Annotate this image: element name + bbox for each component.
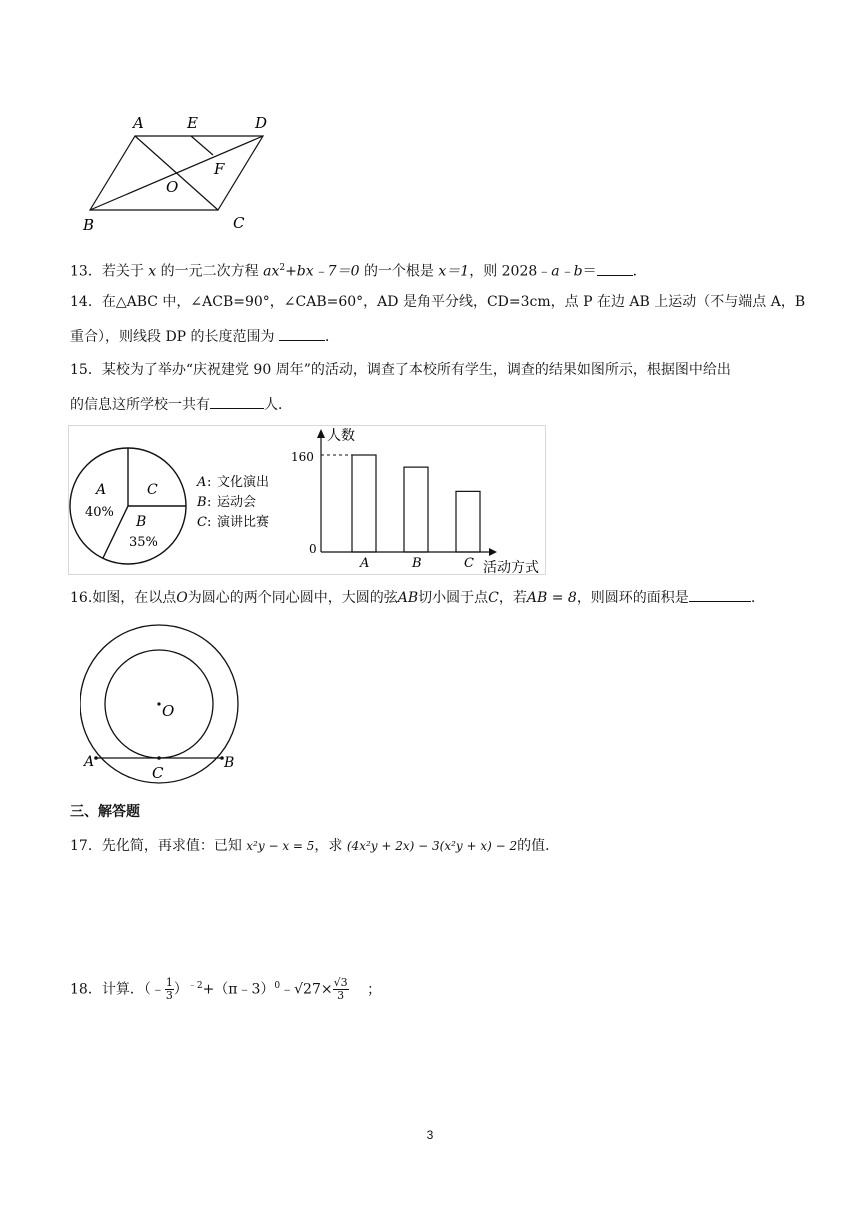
point-label-A: A	[84, 754, 95, 770]
answer-blank	[597, 261, 633, 276]
pie-label-C: C	[147, 482, 158, 498]
svg-text::: :	[207, 495, 212, 510]
label-C: C	[233, 214, 245, 232]
label-O: O	[166, 178, 179, 196]
bar-A	[352, 455, 376, 552]
pie-pct-B: 35%	[129, 535, 158, 550]
pie-pct-A: 40%	[85, 505, 114, 520]
question-13: 13．若关于 x 的一元二次方程 $ax^2+bx﹣7=0$ 的一个根是 x＝1，则 2028﹣a﹣b＝ ．	[70, 258, 647, 282]
x-tick-B: B	[412, 556, 422, 571]
center-label-O: O	[162, 702, 175, 720]
bar-B	[404, 467, 428, 552]
y-tick-0: 0	[309, 542, 317, 556]
point-label-C: C	[152, 764, 164, 782]
x-axis-label: 活动方式	[483, 560, 539, 574]
point-label-B: B	[224, 755, 235, 771]
label-E: E	[187, 114, 198, 132]
y-axis-label: 人数	[327, 428, 355, 444]
fraction-sqrt3-over-3: $\frac{√3}{3}$	[333, 976, 348, 1003]
legend-key-A: A	[197, 475, 207, 490]
pie-legend	[196, 474, 269, 530]
question-16: 16.如图，在以点O为圆心的两个同心圆中，大圆的弦AB切小圆于点C，若AB = 8，则圆环的面积是 .	[70, 587, 755, 608]
x-tick-C: C	[464, 556, 474, 571]
pie-label-B: B	[136, 514, 147, 530]
bar-C	[456, 491, 480, 552]
question-17: 17．先化简，再求值：已知 x²y − x = 5，求 (4x²y + 2x) − 3(x²y + x) − 2的值．	[70, 838, 560, 854]
concentric-circles-figure	[80, 624, 250, 784]
answer-blank	[210, 394, 264, 409]
label-A: A	[133, 114, 144, 132]
answer-blank	[689, 587, 751, 602]
label-D: D	[255, 114, 268, 132]
question-number: 15．	[70, 362, 102, 378]
legend-text-B: 运动会	[217, 495, 257, 510]
pie-label-A: A	[96, 482, 107, 498]
bar-chart	[291, 427, 539, 574]
svg-text::: :	[207, 515, 212, 530]
question-14-line-1: 14．在△ABC 中，∠ACB=90°，∠CAB=60°，AD 是角平分线，CD=3cm，点 P 在边 AB 上运动（不与端点 A，B	[70, 294, 806, 310]
question-number: 13．	[70, 263, 102, 280]
parallelogram-figure	[78, 110, 288, 240]
question-number: 16.	[70, 590, 93, 606]
legend-key-C: C	[197, 515, 207, 530]
question-18: 18．计算．（﹣ $\frac{1}{3}$ ）$^{﹣2}$+（π﹣3）$^0$﹣√27× $\frac{√3}{3}$ ；	[70, 976, 382, 1003]
question-15-line-1: 15．某校为了举办“庆祝建党 90 周年”的活动，调查了本校所有学生，调查的结果如图所示，根据图中给出	[70, 362, 731, 378]
fraction-one-third: $\frac{1}{3}$	[165, 976, 173, 1003]
survey-figure	[68, 425, 546, 575]
question-14-line-2: 重合），则线段 DP 的长度范围为 ．	[70, 326, 339, 347]
legend-text-A: 文化演出	[217, 475, 270, 490]
section-heading: 三、解答题	[70, 804, 140, 820]
question-number: 18．	[70, 981, 102, 998]
y-tick-160: 160	[291, 450, 314, 464]
question-number: 17．	[70, 838, 102, 854]
legend-key-B: B	[197, 495, 207, 510]
survey-chart-svg	[69, 426, 545, 574]
question-15-line-2: 的信息这所学校一共有 人．	[70, 394, 292, 415]
svg-text::: :	[207, 475, 212, 490]
pie-chart	[70, 448, 186, 564]
label-F: F	[214, 160, 225, 178]
legend-text-C: 演讲比赛	[217, 515, 270, 530]
label-B: B	[83, 216, 95, 234]
answer-blank	[279, 326, 325, 341]
x-tick-A: A	[360, 556, 370, 571]
question-number: 14．	[70, 294, 102, 310]
page-number: 3	[426, 1128, 434, 1142]
